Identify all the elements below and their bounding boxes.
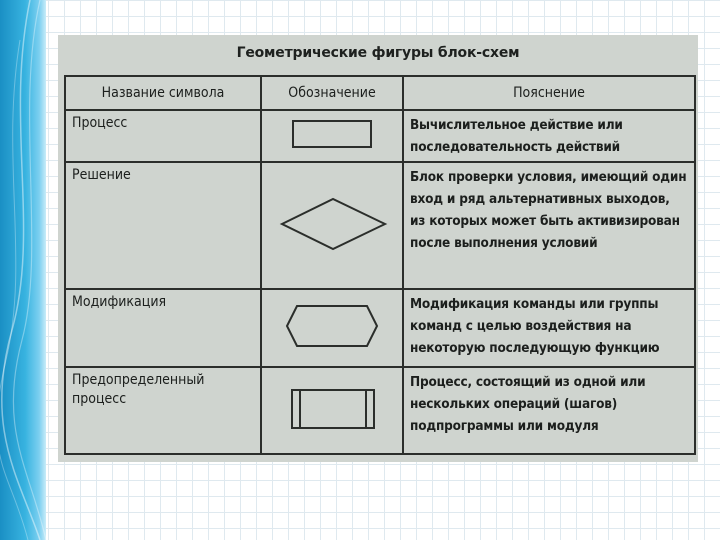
wave-lines-icon (0, 0, 46, 540)
predefined-process-icon (261, 367, 403, 454)
row-desc-modification: Модификация команды или группы команд с целью воздействия на некоторую последующую функцию (403, 289, 695, 367)
flowchart-shapes-table (64, 75, 696, 455)
scanned-table-image (58, 35, 698, 462)
table-row (65, 367, 695, 454)
row-name-decision: Решение (65, 162, 261, 289)
row-name-modification: Модификация (65, 289, 261, 367)
hexagon-modification-icon (261, 289, 403, 367)
header-description: Пояснение (403, 76, 695, 110)
header-symbol-designation: Обозначение (261, 76, 403, 110)
table-header-row (65, 76, 695, 110)
rectangle-process-icon (261, 110, 403, 162)
table-row (65, 110, 695, 162)
row-desc-process: Вычислительное действие или последовательность действий (403, 110, 695, 162)
table-row (65, 289, 695, 367)
row-desc-predefined-process: Процесс, состоящий из одной или нескольких операций (шагов) подпрограммы или модуля (403, 367, 695, 454)
table-title: Геометрические фигуры блок-схем (236, 45, 520, 61)
rhombus-decision-icon (261, 162, 403, 289)
row-desc-decision: Блок проверки условия, имеющий один вход и ряд альтернативных выходов, из которых может быть активизирован после выполнения условий (403, 162, 695, 289)
row-name-process: Процесс (65, 110, 261, 162)
side-decoration-band (0, 0, 46, 540)
table-row (65, 162, 695, 289)
header-symbol-name: Название символа (65, 76, 261, 110)
row-name-predefined-process: Предопределенный процесс (65, 367, 261, 454)
